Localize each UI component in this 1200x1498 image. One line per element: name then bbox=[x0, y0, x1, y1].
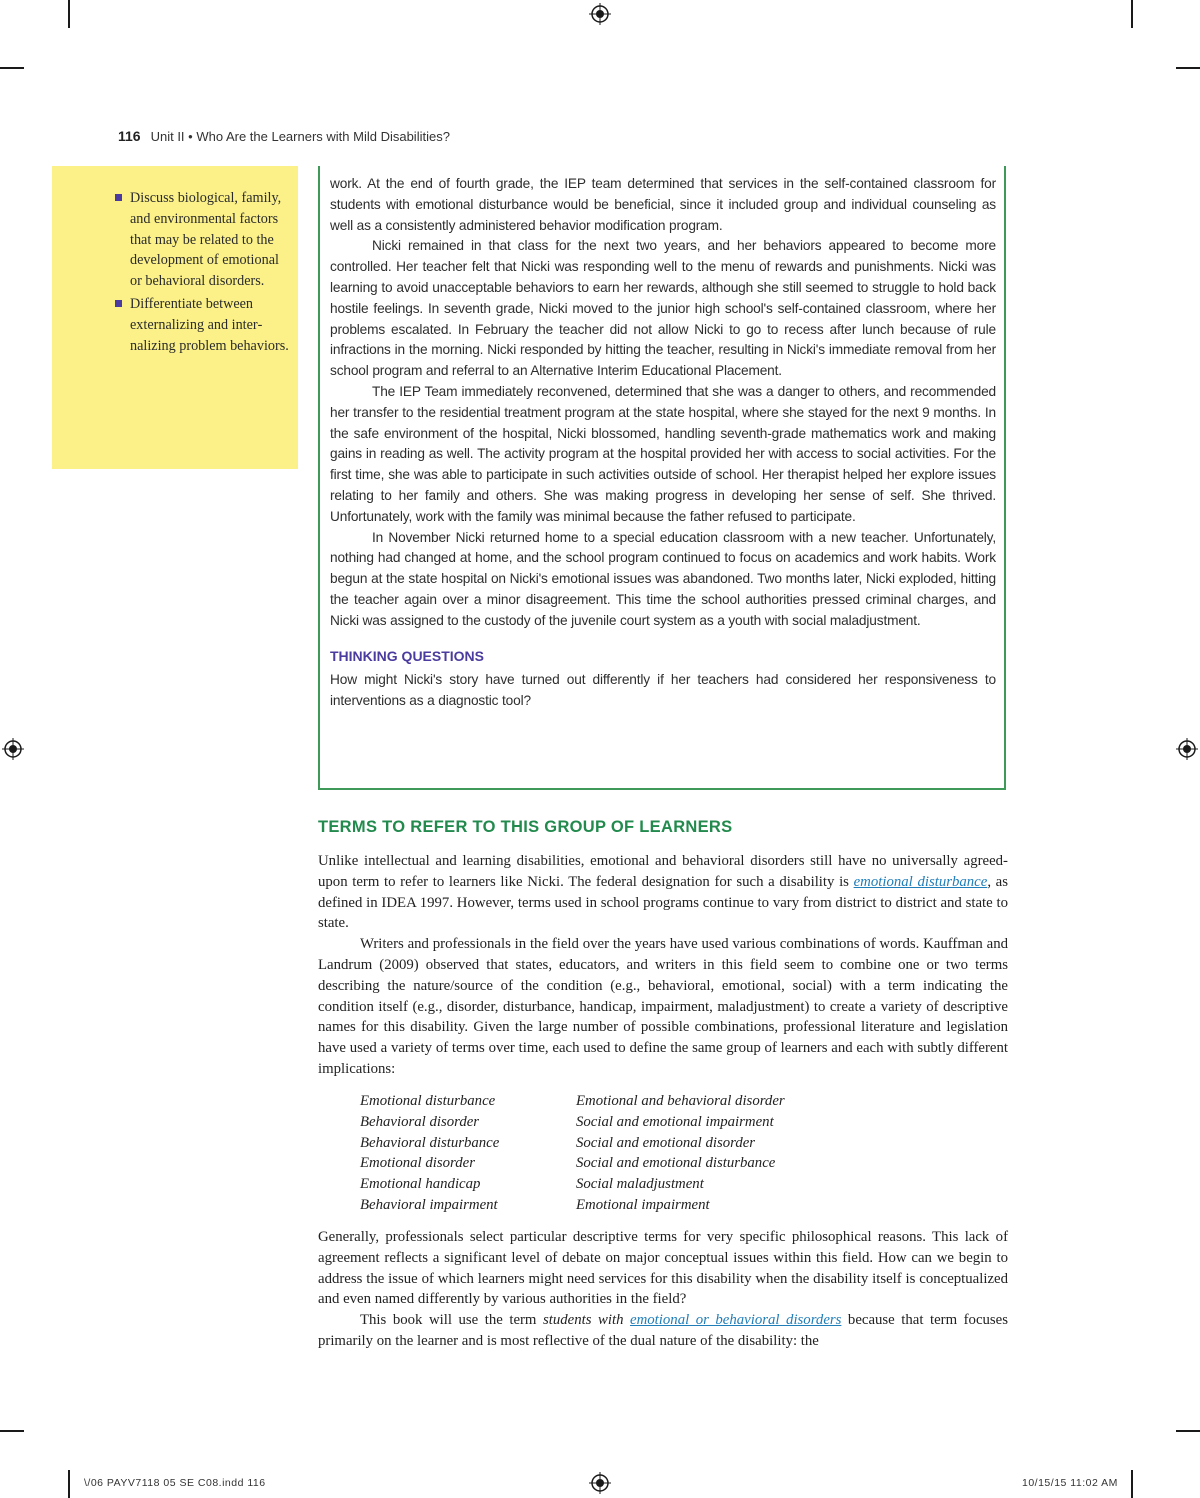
text-run-italic: students with bbox=[542, 1312, 631, 1329]
term-item: Emotional disorder bbox=[360, 1155, 475, 1172]
term-item: Emotional disturbance bbox=[360, 1093, 496, 1109]
page-number: 116 bbox=[118, 128, 141, 144]
case-study-text bbox=[330, 174, 996, 712]
registration-mark-icon bbox=[589, 3, 611, 25]
crop-mark bbox=[0, 1430, 24, 1432]
terms-row bbox=[360, 1112, 876, 1133]
body-paragraph: Generally, professionals select particular descriptive terms for very specific philosophical reasons. This lack of agreement reflects a significant level of debate on major conceptual issues within this field. How can we begin to address the issue of which learners might need services for this disability when the disability itself is conceptualized and even named differently by various authorities in the field? bbox=[318, 1229, 1008, 1308]
body-paragraph bbox=[318, 1310, 1008, 1352]
terms-row bbox=[360, 1195, 876, 1216]
term-item: Emotional impairment bbox=[576, 1196, 710, 1213]
file-slug: \/06 PAYV7118 05 SE C08.indd 116 bbox=[84, 1477, 266, 1489]
term-item: Social and emotional disturbance bbox=[576, 1155, 776, 1172]
terms-row bbox=[360, 1133, 876, 1154]
thinking-question: How might Nicki's story have turned out differently if her teachers had considered her responsiveness to interventions as a diagnostic tool? bbox=[330, 672, 996, 709]
crop-mark bbox=[1176, 67, 1200, 69]
case-paragraph: In November Nicki returned home to a special education classroom with a new teacher. Unfortunately, nothing had changed at home, and the school program continued to focus on academics and work habits. Work begun at the state hospital on Nicki's emotional issues was abandoned. Two months later, Nicki exploded, hitting the teacher again over a minor disagreement. This time the school authorities pressed criminal charges, and Nicki was assigned to the custody of the juvenile court system as a youth with social maladjustment. bbox=[330, 529, 996, 628]
crop-mark bbox=[68, 1470, 70, 1498]
section-heading: TERMS TO REFER TO THIS GROUP OF LEARNERS bbox=[318, 818, 733, 836]
objective-item: Differentiate between externalizing and internalizing problem behaviors. bbox=[130, 294, 290, 356]
case-paragraph: The IEP Team immediately reconvened, determined that she was a danger to others, and recommended her transfer to the residential treatment program at the state hospital, where she stayed for the next 9 months. In the safe environment of the hospital, Nicki blossomed, handling seventh-grade mathematics work and making gains in reading as well. The activity program at the hospital provided her with access to social activities. For the first time, she was able to participate in such activities outside of school. Her therapist helped her explore issues relating to her family and others. She was making progress in developing her sense of self. She thrived. Unfortunately, work with the family was minimal because the father refused to participate. bbox=[330, 383, 996, 524]
date-slug: 10/15/15 11:02 AM bbox=[1022, 1477, 1118, 1489]
thinking-questions-heading: THINKING QUESTIONS bbox=[330, 647, 485, 664]
crop-mark bbox=[1131, 0, 1133, 28]
body-paragraph bbox=[318, 851, 1008, 934]
crop-mark bbox=[68, 0, 70, 28]
objective-item: Discuss biological, family, and environmental factors that may be related to the development of emotional or behavioral disorders. bbox=[130, 188, 290, 292]
terms-list bbox=[360, 1091, 876, 1216]
learning-objectives-box bbox=[52, 166, 298, 469]
term-item: Social and emotional disorder bbox=[576, 1134, 756, 1151]
case-study-box bbox=[318, 166, 1006, 790]
crop-mark bbox=[0, 67, 24, 69]
case-paragraph: work. At the end of fourth grade, the IEP team determined that services in the self-contained classroom for students with emotional disturbance would be beneficial, since it included group and individual counseling as well as a consistently administered behavior modification program. bbox=[330, 176, 996, 233]
term-item: Social and emotional impairment bbox=[576, 1113, 774, 1130]
term-item: Emotional handicap bbox=[360, 1176, 481, 1193]
registration-mark-icon bbox=[2, 738, 24, 760]
term-item: Social maladjustment bbox=[576, 1176, 704, 1193]
running-head bbox=[118, 128, 450, 144]
crop-mark bbox=[1131, 1470, 1133, 1498]
text-run: because that term focuses primarily on the learner and is most reflective of the dual nature of the disability: the bbox=[318, 1312, 1009, 1349]
body-text-continued bbox=[318, 1227, 1008, 1352]
text-run: Unlike intellectual and learning disabilities, emotional and behavioral disorders still have no universally agreed-upon term to refer to learners like Nicki. The federal designation for such a disability is bbox=[318, 853, 1008, 890]
glossary-term-link[interactable]: emotional disturbance bbox=[853, 873, 988, 890]
case-paragraph: Nicki remained in that class for the next two years, and her behaviors appeared to become more controlled. Her teacher felt that Nicki was responding well to the menu of rewards and punishments. Nicki was learning to avoid unacceptable behaviors to earn her rewards, although she still seemed to struggle to hold back hostile feelings. In seventh grade, Nicki moved to the junior high school's self-contained classroom, where her problems escalated. In February the teacher did not allow Nicki to go to recess after lunch because of rule infractions in the morning. Nicki responded by hitting the teacher, resulting in Nicki's immediate removal from her school program and referral to an Alternative Interim Educational Placement. bbox=[330, 238, 996, 379]
text-run: , as defined in IDEA 1997. However, terms used in school programs continue to vary from district to district and state to state. bbox=[318, 873, 1008, 932]
terms-row bbox=[360, 1174, 876, 1195]
registration-mark-icon bbox=[1176, 738, 1198, 760]
crop-mark bbox=[1176, 1430, 1200, 1432]
body-text bbox=[318, 851, 1008, 1080]
term-item: Behavioral disorder bbox=[360, 1113, 480, 1130]
term-item: Behavioral impairment bbox=[360, 1196, 498, 1213]
term-item: Emotional and behavioral disorder bbox=[576, 1093, 785, 1109]
registration-mark-icon bbox=[589, 1472, 611, 1494]
term-item: Behavioral disturbance bbox=[360, 1134, 500, 1151]
running-head-title: Unit II • Who Are the Learners with Mild Disabilities? bbox=[150, 129, 450, 144]
glossary-term-link[interactable]: emotional or behavioral disorders bbox=[630, 1312, 842, 1329]
text-run: This book will use the term bbox=[360, 1312, 543, 1329]
body-paragraph: Writers and professionals in the field over the years have used various combinations of words. Kauffman and Landrum (2009) observed that states, educators, and writers in this field seem to combine one or two terms describing the nature/source of the condition (e.g., behavioral, emotional, social) with a term indicating the condition itself (e.g., disorder, disturbance, handicap, impairment, maladjustment) to create a variety of descriptive names for this disability. Given the large number of possible combinations, professional literature and legislation have used a variety of terms over time, each used to define the same group of learners and each with subtly different implications: bbox=[318, 936, 1008, 1077]
terms-row bbox=[360, 1153, 876, 1174]
objectives-list bbox=[52, 166, 298, 356]
terms-row bbox=[360, 1091, 876, 1112]
